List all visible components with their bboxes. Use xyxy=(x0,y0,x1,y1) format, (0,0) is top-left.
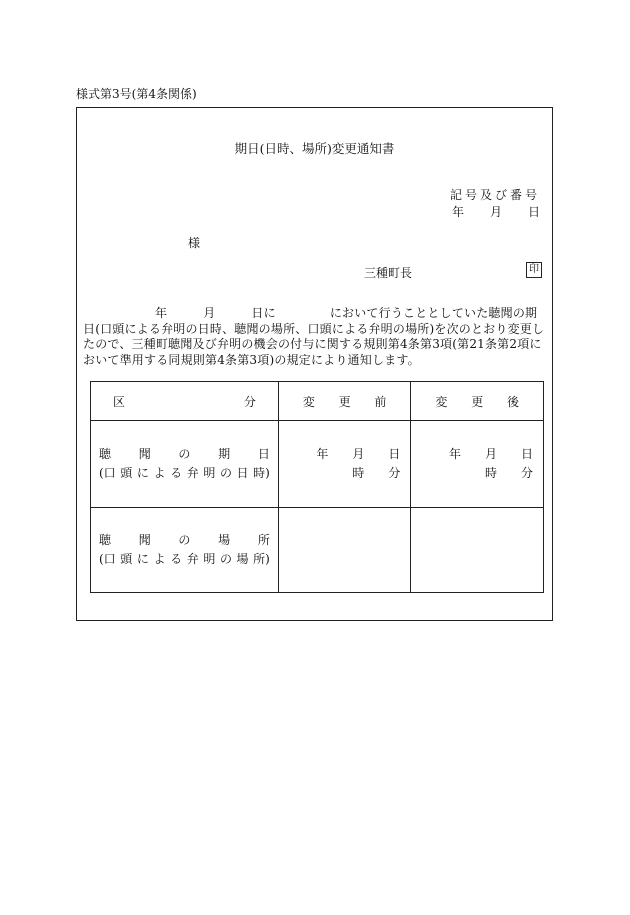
cat-char: 場 xyxy=(236,552,249,566)
header-before-char: 更 xyxy=(338,394,351,409)
header-after-char: 更 xyxy=(471,394,484,409)
cat-char: の xyxy=(178,533,191,547)
cat-char: 聴 xyxy=(99,447,112,461)
cat-char: の xyxy=(219,466,232,480)
body-month: 月 xyxy=(203,306,216,320)
cat-char: る xyxy=(170,552,183,566)
cat-char: 時) xyxy=(253,466,270,480)
after-minute: 分 xyxy=(520,466,533,480)
after-month: 月 xyxy=(484,447,497,461)
body-day: 日に xyxy=(251,306,276,320)
cat-char: に xyxy=(136,552,149,566)
form-number-label: 様式第3号(第4条関係) xyxy=(76,87,197,101)
sender-name: 三種町長 xyxy=(364,266,413,280)
cat-char: 所 xyxy=(257,533,270,547)
cat-char: 場 xyxy=(218,533,231,547)
before-minute: 分 xyxy=(388,466,401,480)
cat-char: 日 xyxy=(257,447,270,461)
cat-char: (口 xyxy=(99,552,116,566)
after-day: 日 xyxy=(520,447,533,461)
cat-char: 聴 xyxy=(99,533,112,547)
header-after xyxy=(411,382,544,421)
cat-char: 弁 xyxy=(186,466,199,480)
cat-char: よ xyxy=(153,466,166,480)
header-before-char: 前 xyxy=(374,394,387,409)
cat-char: 所) xyxy=(253,552,270,566)
after-hour: 時 xyxy=(484,466,497,480)
change-table xyxy=(90,381,544,593)
cat-char: 聞 xyxy=(138,533,151,547)
document-title: 期日(日時、場所)変更通知書 xyxy=(234,141,395,156)
before-year: 年 xyxy=(316,447,329,461)
cat-char: 頭 xyxy=(120,552,133,566)
row-place-before xyxy=(278,508,411,593)
notice-frame xyxy=(76,107,553,621)
header-category-char: 分 xyxy=(243,394,256,409)
seal-mark: 印 xyxy=(526,262,542,278)
cat-char: 頭 xyxy=(120,466,133,480)
cat-char: 期 xyxy=(218,447,231,461)
addressee-suffix: 様 xyxy=(188,236,201,250)
ref-date-month: 月 xyxy=(490,205,503,219)
cat-char: (口 xyxy=(99,466,116,480)
header-after-char: 後 xyxy=(506,394,519,409)
table-row xyxy=(91,421,544,508)
header-category xyxy=(91,382,279,421)
cat-char: に xyxy=(136,466,149,480)
row-place-category xyxy=(91,508,279,593)
cat-char: 明 xyxy=(203,466,216,480)
reference-date xyxy=(452,203,540,220)
header-before xyxy=(278,382,411,421)
table-row xyxy=(91,508,544,593)
before-hour: 時 xyxy=(352,466,365,480)
before-month: 月 xyxy=(352,447,365,461)
cat-char: よ xyxy=(153,552,166,566)
header-before-char: 変 xyxy=(302,394,315,409)
cat-char: る xyxy=(170,466,183,480)
reference-number-label: 記号及び番号 xyxy=(449,188,540,202)
cat-char: の xyxy=(219,552,232,566)
row-place-after xyxy=(411,508,544,593)
cat-char: 明 xyxy=(203,552,216,566)
row-date-before xyxy=(278,421,411,508)
header-category-char: 区 xyxy=(113,394,126,409)
after-year: 年 xyxy=(448,447,461,461)
cat-char: 日 xyxy=(236,466,249,480)
body-year: 年 xyxy=(155,306,168,320)
cat-char: の xyxy=(178,447,191,461)
cat-char: 弁 xyxy=(186,552,199,566)
notice-body xyxy=(83,306,549,368)
before-day: 日 xyxy=(388,447,401,461)
header-after-char: 変 xyxy=(435,394,448,409)
ref-date-day: 日 xyxy=(528,205,541,219)
cat-char: 聞 xyxy=(138,447,151,461)
ref-date-year: 年 xyxy=(452,205,465,219)
table-header-row xyxy=(91,382,544,421)
body-text: において行うこととしていた聴聞の期日(口頭による弁明の日時、聴聞の場所、口頭による弁明の場所)を次のとおり変更したので、三種町聴聞及び弁明の機会の付与に関する規則第4条第3項(第21条第2項において準用する同規則第4条第3項)の規定により通知します。 xyxy=(83,306,545,367)
row-date-category xyxy=(91,421,279,508)
row-date-after xyxy=(411,421,544,508)
